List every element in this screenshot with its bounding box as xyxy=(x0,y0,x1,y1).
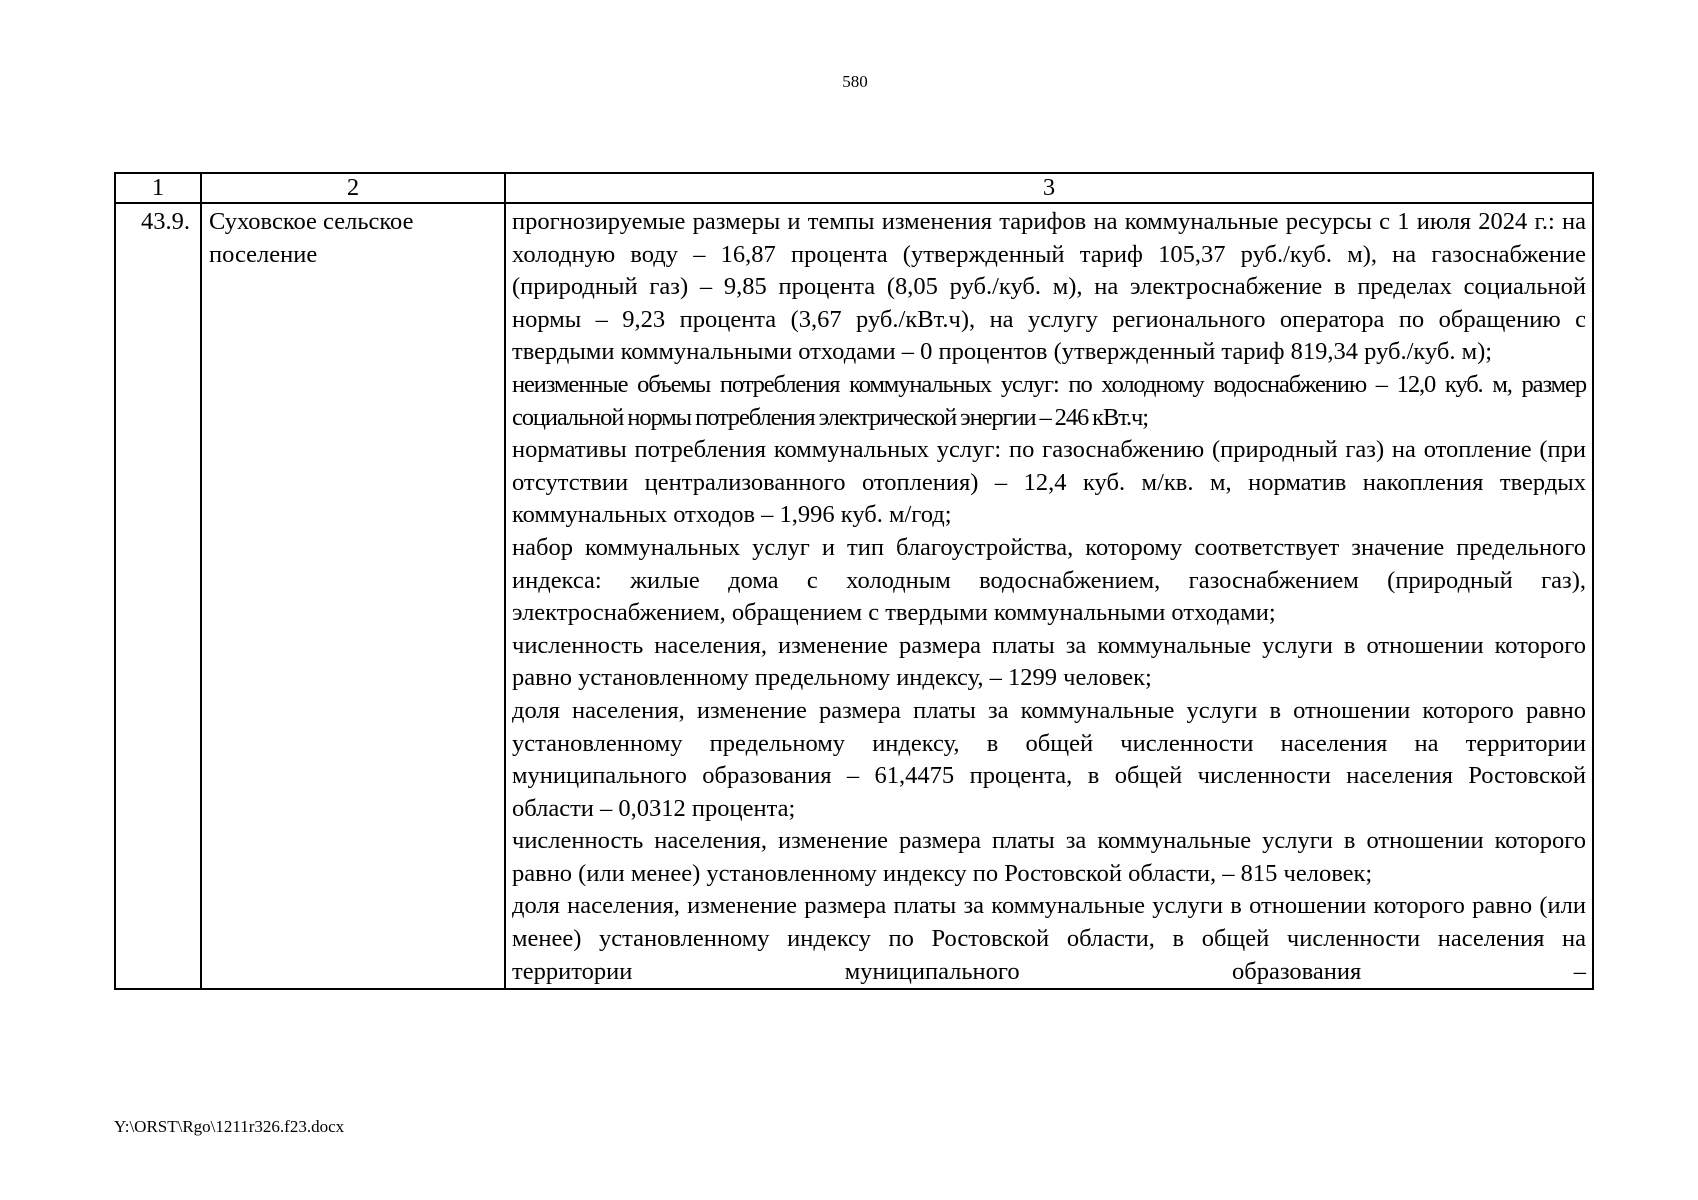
paragraph-share-limit: доля населения, изменение размера платы за коммунальные услуги в отношении которого равно установленному предельному индексу, в общей численности населения на территории муниципального образования – 61,4475 процента, в общей численности населения Ростовской области – 0,0312 процента; xyxy=(512,696,1586,822)
paragraph-tariffs: прогнозируемые размеры и темпы изменения тарифов на коммунальные ресурсы с 1 июля 2024 г.: на холодную воду – 16,87 процента (утвержденный тариф 105,37 руб./куб. м), на газоснабжение (природный газ) – 9,85 процента (8,05 руб./куб. м), на электроснабжение в пределах социальной нормы – 9,23 процента (3,67 руб./кВт.ч), на услугу регионального оператора по обращению с твердыми коммунальными отходами – 0 процентов (утвержденный тариф 819,34 руб./куб. м); xyxy=(512,208,1586,366)
file-path-footer: Y:\ORST\Rgo\1211r326.f23.docx xyxy=(114,1117,345,1136)
header-col-3: 3 xyxy=(505,173,1593,203)
paragraph-population-regional: численность населения, изменение размера платы за коммунальные услуги в отношении которого равно (или менее) установленному индексу по Ростовской области, – 815 человек; xyxy=(512,827,1586,887)
page-number: 580 xyxy=(842,72,868,91)
paragraph-share-regional: доля населения, изменение размера платы за коммунальные услуги в отношении которого равно (или менее) установленному индексу по Ростовской области, в общей численности населения на территории муниципального образования – xyxy=(512,892,1586,985)
row-content xyxy=(505,203,1593,989)
paragraph-norms: нормативы потребления коммунальных услуг: по газоснабжению (природный газ) на отопление (при отсутствии централизованного отопления) – 12,4 куб. м/кв. м, норматив накопления твердых коммунальных отходов – 1,996 куб. м/год; xyxy=(512,436,1586,529)
settlement-name: Суховское сельское поселение xyxy=(201,203,505,989)
paragraph-service-set: набор коммунальных услуг и тип благоустройства, которому соответствует значение предельного индекса: жилые дома с холодным водоснабжением, газоснабжением (природный газ), электроснабжением, обращением с твердыми коммунальными отходами; xyxy=(512,533,1586,627)
header-col-2: 2 xyxy=(201,173,505,203)
header-col-1: 1 xyxy=(115,173,201,203)
table-header-row xyxy=(115,173,1593,203)
tariff-table xyxy=(114,172,1594,990)
paragraph-population-limit: численность населения, изменение размера платы за коммунальные услуги в отношении которого равно установленному предельному индексу, – 1299 человек; xyxy=(512,631,1586,692)
paragraph-volumes: неизменные объемы потребления коммунальных услуг: по холодному водоснабжению – 12,0 куб. м, размер социальной нормы потребления электрической энергии – 246 кВт.ч; xyxy=(512,370,1586,431)
row-number: 43.9. xyxy=(115,203,201,989)
table-row xyxy=(115,203,1593,989)
